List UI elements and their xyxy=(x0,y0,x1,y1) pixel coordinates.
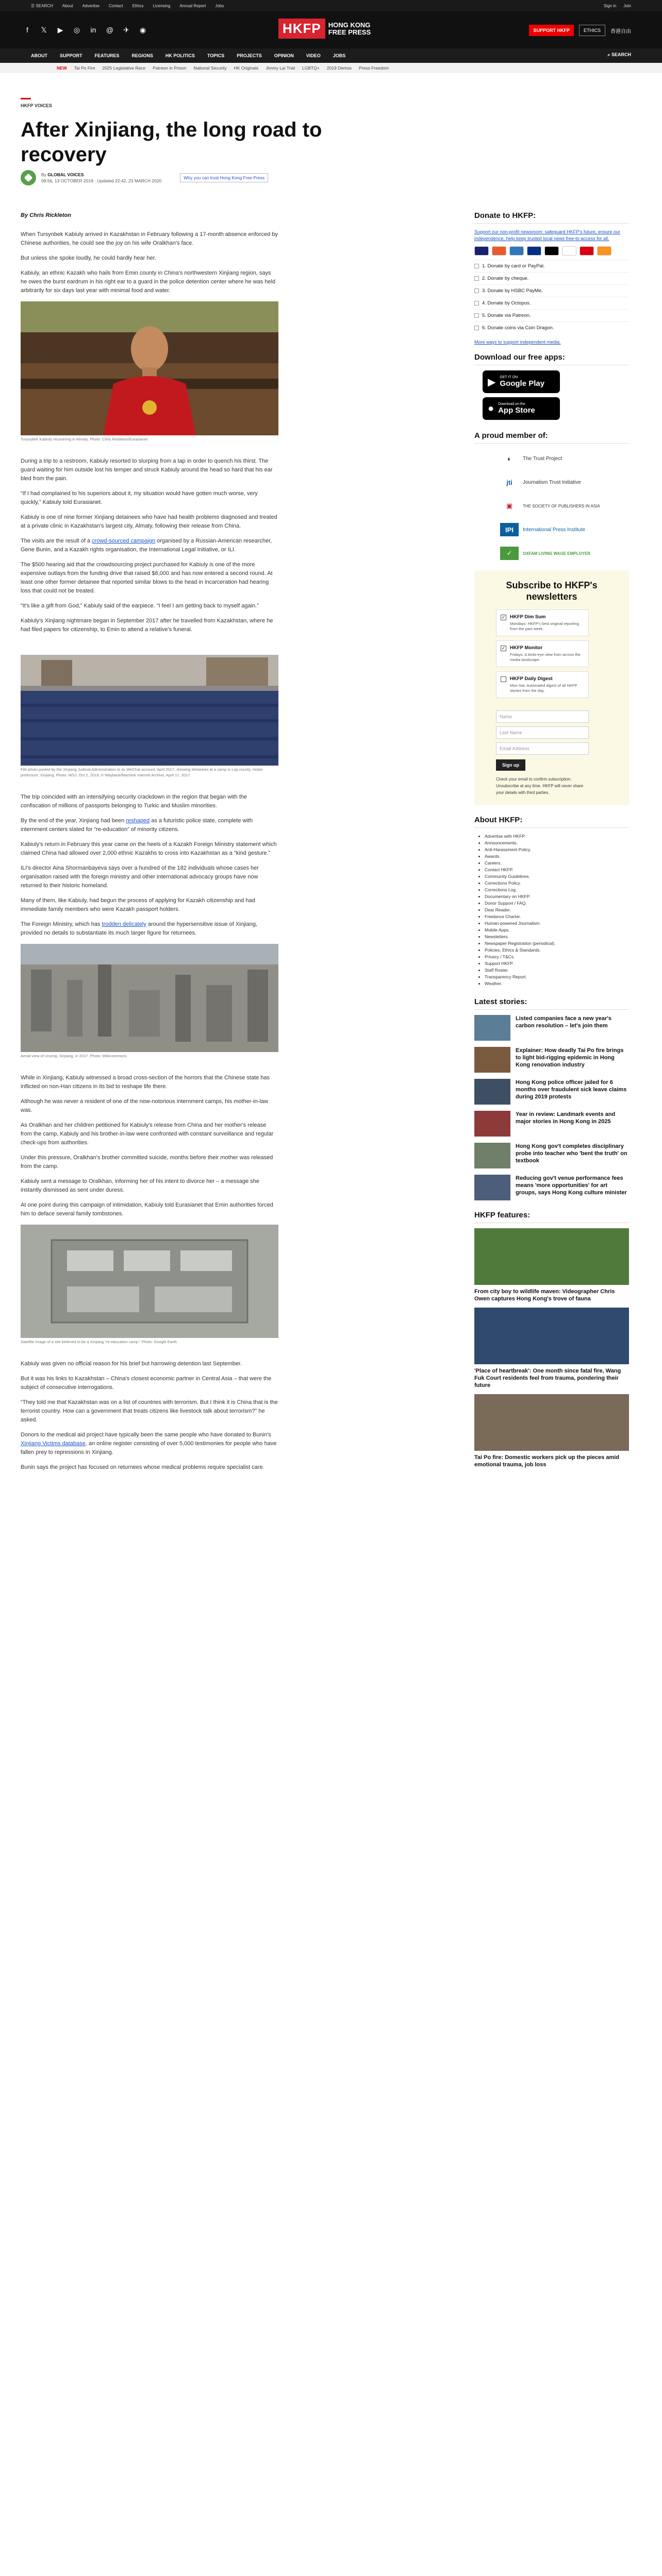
last-name-field[interactable]: Last Name xyxy=(496,726,589,739)
trending-link[interactable]: Jimmy Lai Trial xyxy=(266,65,295,71)
member-jti[interactable]: jti Journalism Trust Initiative xyxy=(500,473,629,491)
publish-date: 09:56, 13 OCTOBER 2019 · Updated 22:42, 23 MARCH 2020 xyxy=(41,178,162,183)
paragraph: Kabiuly's Xinjiang nightmare began in September 2017 after he travelled from Kazakhstan, where he had filed papers for citizenship, to Emin to attend a relative's funeral. xyxy=(21,618,273,633)
mastercard-icon xyxy=(492,246,506,256)
satellite-image xyxy=(21,1225,278,1338)
trodden-delicately-link[interactable]: trodden delicately xyxy=(102,921,146,927)
about-link[interactable]: • Mobile Apps. xyxy=(485,927,629,934)
member-sopa[interactable]: ▣ THE SOCIETY OF PUBLISHERS IN ASIA xyxy=(500,497,629,515)
logo-text: HONG KONG FREE PRESS xyxy=(328,21,371,36)
topbar-link-ethics[interactable]: Ethics xyxy=(132,3,144,8)
trending-link[interactable]: Patreon in Prison xyxy=(153,65,187,71)
support-hkfp-button[interactable]: SUPPORT HKFP xyxy=(529,25,574,36)
feature-image xyxy=(474,1394,629,1451)
feature-story[interactable]: Tai Po fire: Domestic workers pick up the pieces amid emotional trauma, job loss xyxy=(474,1394,629,1468)
latest-story[interactable]: Year in review: Landmark events and major stories in Hong Kong in 2025 xyxy=(474,1111,629,1137)
article-body xyxy=(21,211,278,1478)
photo-camp-detainees xyxy=(21,655,278,766)
donate-option[interactable]: 6. Donate coins via Coin Dragon. xyxy=(474,321,629,334)
paragraph: “If I had complained to his superiors about it, my situation would have gotten much worse, very quickly,” Kabiuly told Eurasianet. xyxy=(21,490,258,505)
nav-opinion[interactable]: OPINION xyxy=(274,53,294,58)
donate-title: Donate to HKFP: xyxy=(474,211,629,224)
about-link[interactable]: • Community Guidelines. xyxy=(485,873,629,880)
paragraph: But unless she spoke loudly, he could hardly hear her. xyxy=(21,255,156,261)
donate-option[interactable]: 5. Donate via Patreon. xyxy=(474,309,629,321)
story-thumbnail xyxy=(474,1111,510,1137)
oxfam-icon: ✓ xyxy=(500,547,519,560)
google-play-badge[interactable]: ▶ GET IT ON Google Play xyxy=(483,370,560,393)
story-thumbnail xyxy=(474,1079,510,1105)
paragraph: Bunin says the project has focused on returnees whose medical problems require specialist care. xyxy=(21,1464,264,1470)
topbar-link-about[interactable]: About xyxy=(62,3,73,8)
about-link[interactable]: • Newspaper Registration (periodical). xyxy=(485,940,629,947)
donate-option[interactable]: 2. Donate by cheque. xyxy=(474,272,629,284)
paragraph: Kabiuly was given no official reason for his brief but harrowing detention last September. xyxy=(21,1361,242,1367)
story-thumbnail xyxy=(474,1175,510,1200)
trending-link[interactable]: 2025 Legislative Race xyxy=(102,65,146,71)
about-link[interactable]: • Donor Support / FAQ. xyxy=(485,900,629,907)
apple-pay-icon xyxy=(544,246,559,256)
newsletter-option-dim-sum[interactable]: ✓ HKFP Dim Sum Mondays: HKFP's best original reporting from the past week. xyxy=(496,609,589,636)
apps-section xyxy=(474,353,629,420)
amex-icon xyxy=(509,246,524,256)
facebook-icon[interactable]: f xyxy=(26,26,28,34)
google-pay-icon xyxy=(562,246,576,256)
page-title: After Xinjiang, the long road to recovery xyxy=(21,118,322,166)
main-nav xyxy=(0,48,662,63)
paragraph: As Oralkhan and her children petitioned for Kabiuly's release from China and her mother's release from the camp, Kabiuly and his brother-in-law were confronted with constant surveillance and regular check-ups from authorities. xyxy=(21,1122,274,1146)
trending-link[interactable]: National Security xyxy=(193,65,227,71)
ethics-button[interactable]: ETHICS xyxy=(579,25,605,36)
about-link[interactable]: • Dear Reader. xyxy=(485,907,629,913)
nav-regions[interactable]: REGIONS xyxy=(131,53,153,58)
latest-story[interactable]: Explainer: How deadly Tai Po fire brings to light bid-rigging epidemic in Hong Kong renovation industry xyxy=(474,1047,629,1073)
search-icon: ⌕ xyxy=(607,52,610,57)
paragraph: The trip coincided with an intensifying security crackdown in the region that began with the confiscation of millions of passports belonging to Turkic and Muslim minorities. xyxy=(21,794,247,809)
paragraph: “They told me that Kazakhstan was on a list of countries with terrorism. But I think it is China that is the terrorist country. How can a government that treats citizens like livestock talk about terrorism?” he asked. xyxy=(21,1399,278,1423)
feature-image xyxy=(474,1228,629,1285)
checkbox-icon xyxy=(474,326,479,330)
feature-image xyxy=(474,1308,629,1364)
about-list xyxy=(474,833,629,987)
about-link[interactable]: • Advertise with HKFP. xyxy=(485,833,629,840)
about-link[interactable]: • Human-powered Journalism. xyxy=(485,920,629,927)
topbar-link-licensing[interactable]: Licensing xyxy=(153,3,171,8)
story-thumbnail xyxy=(474,1047,510,1073)
donate-option[interactable]: 1. Donate by card or PayPal. xyxy=(474,260,629,272)
about-section xyxy=(474,816,629,987)
paragraph: When Tursynbek Kabiuly arrived in Kazakhstan in February following a 17-month absence enforced by Chinese authorities, he could see the joy on his wife Oralkhan's face. xyxy=(21,231,278,246)
about-link[interactable]: • Announcements. xyxy=(485,840,629,846)
paragraph: Although he was never a resident of one of the now-notorious internment camps, his mother-in-law was. xyxy=(21,1098,268,1113)
sopa-icon: ▣ xyxy=(506,502,513,510)
story-thumbnail xyxy=(474,1015,510,1041)
payment-logos xyxy=(474,246,629,256)
topbar-link-annual-report[interactable]: Annual Report xyxy=(179,3,206,8)
visa-icon xyxy=(474,246,489,256)
threads-icon[interactable]: @ xyxy=(106,26,114,34)
donate-section xyxy=(474,211,629,346)
latest-story[interactable]: Hong Kong police officer jailed for 6 months over fraudulent sick leave claims during 2019 protests xyxy=(474,1079,629,1105)
apple-icon: ● xyxy=(488,402,494,414)
about-link[interactable]: • Support HKFP. xyxy=(485,960,629,967)
author-avatar[interactable] xyxy=(21,170,36,185)
checkbox-icon xyxy=(474,264,479,268)
nav-support[interactable]: SUPPORT xyxy=(60,53,82,58)
newsletter-option-daily-digest[interactable]: HKFP Daily Digest Mon-Sat: Automated digest of all HKFP stories from the day. xyxy=(496,671,589,698)
x-twitter-icon[interactable]: 𝕏 xyxy=(41,26,47,34)
new-badge: NEW xyxy=(57,65,67,71)
about-link[interactable]: • Contact HKFP. xyxy=(485,867,629,873)
paragraph: Kabiuly is one of nine former Xinjiang detainees who have had health problems diagnosed and treated at a private clinic in Kazakhstan's largest city, Almaty, following their release from China. xyxy=(21,514,277,529)
nav-about[interactable]: ABOUT xyxy=(31,53,47,58)
member-trust-project[interactable]: ◐ The Trust Project xyxy=(500,450,629,467)
trust-link[interactable]: Why you can trust Hong Kong Free Press xyxy=(180,173,268,182)
kicker-rule xyxy=(21,98,31,99)
about-link[interactable]: • Privacy / T&Cs. xyxy=(485,954,629,960)
topbar-link-advertise[interactable]: Advertise xyxy=(82,3,100,8)
author-byline: By Chris Rickleton xyxy=(21,212,71,218)
about-title: About HKFP: xyxy=(474,816,629,828)
about-link[interactable]: • Freelance Charter. xyxy=(485,913,629,920)
article-byline: By GLOBAL VOICES 09:56, 13 OCTOBER 2019 · Updated 22:42, 23 MARCH 2020 Why you can trust Hong Kong Free Press xyxy=(21,170,268,185)
about-link[interactable]: • Careers. xyxy=(485,860,629,867)
paragraph: Under this pressure, Oralkhan's brother committed suicide, months before their mother was released from the camp. xyxy=(21,1155,273,1170)
paragraph: During a trip to a restroom, Kabiuly resorted to slurping from a tap in order to quench his thirst. The guard waiting for him outside lost his temper and struck Kabiuly around the head so hard that his ear bled from the pain. xyxy=(21,458,273,482)
paragraph: Kabiuly sent a message to Oralkhan, informing her of his intent to divorce her – a message she instantly dismissed as sent under duress. xyxy=(21,1178,259,1193)
victims-database-link[interactable]: Xinjiang Victims database xyxy=(21,1440,86,1447)
paragraph: Donors to the medical aid project have typically been the same people who have donated to Bunin's Xinjiang Victims database, an online register consisting of over 5,000 testimonies for people who have fallen prey to repressions in Xinjiang. xyxy=(21,1432,277,1455)
member-ipi[interactable]: IPI International Press Institute xyxy=(500,521,629,538)
donate-intro-link[interactable]: Support our non-profit newsroom: safeguard HKFP's future, ensure our independence, help keep trusted local news free-to-access for all. xyxy=(474,229,620,241)
more-ways-link[interactable]: More ways to support independent media. xyxy=(474,340,561,345)
author-org[interactable]: GLOBAL VOICES xyxy=(47,172,84,177)
image-caption: File photo posted by the Xinjiang Judicial Administration to its WeChat account, April 2017, showing detainees at a camp in Lop county, Hotan prefecture, Xinjiang. Photo: WSJ, Oct 2, 2019; © Wayback/Machine Internet Archive, April 17, 2017. xyxy=(21,767,263,777)
chinese-site-link[interactable]: 香港自由 xyxy=(610,28,631,35)
crowdsourced-campaign-link[interactable]: crowd-sourced campaign xyxy=(92,538,156,544)
app-store-badge[interactable]: ● Download on the App Store xyxy=(483,397,560,420)
checkbox-checked-icon[interactable]: ✓ xyxy=(501,615,506,620)
urumqi-image xyxy=(21,944,278,1052)
sidebar xyxy=(474,211,629,1476)
checkbox-icon xyxy=(474,276,479,281)
latest-story[interactable]: Hong Kong gov't completes disciplinary probe into teacher who 'bent the truth' on textbook xyxy=(474,1143,629,1168)
youtube-icon[interactable]: ▶ xyxy=(57,26,63,34)
about-link[interactable]: • Staff Roster. xyxy=(485,967,629,974)
nav-features[interactable]: FEATURES xyxy=(94,53,120,58)
photo-kabiuly xyxy=(21,301,278,435)
trending-link[interactable]: Press Freedom xyxy=(358,65,389,71)
social-icons xyxy=(23,26,147,35)
telegram-icon[interactable]: ✈ xyxy=(123,26,129,34)
reshaped-link[interactable]: reshaped xyxy=(126,818,150,824)
join-link[interactable]: Join xyxy=(623,3,631,8)
newsletter-box xyxy=(474,570,629,805)
nav-hk-politics[interactable]: HK POLITICS xyxy=(165,53,195,58)
checkbox-icon[interactable] xyxy=(501,676,506,682)
linkedin-icon[interactable]: in xyxy=(90,26,96,34)
checkbox-icon xyxy=(474,289,479,293)
google-play-icon: ▶ xyxy=(488,376,496,388)
payme-icon xyxy=(580,246,594,256)
instagram-icon[interactable]: ◎ xyxy=(73,26,80,34)
image-caption: Satellite image of a site believed to be a Xinjiang “re-education camp.” Photo: Google Earth. xyxy=(21,1340,178,1344)
paragraph: Kabiuly, an ethnic Kazakh who hails from Emin county in China's northwestern Xinjiang region, says he owes the burst eardrum in his right ear to a guard in the police detention center where he was held arbitrarily for six days last year with minimal food and water. xyxy=(21,270,276,294)
about-link[interactable]: • Corrections Log. xyxy=(485,887,629,893)
site-header xyxy=(0,11,662,48)
name-field[interactable]: Name xyxy=(496,710,589,723)
about-link[interactable]: • Anti-Harassment Policy. xyxy=(485,846,629,853)
photo-urumqi-aerial xyxy=(21,944,278,1052)
newsletter-title: Subscribe to HKFP's newsletters xyxy=(506,580,598,602)
about-link[interactable]: • Newsletters. xyxy=(485,934,629,940)
nav-projects[interactable]: PROJECTS xyxy=(237,53,262,58)
newsletter-note: Check your email to confirm subscription. Unsubscribe at any time. HKFP will never share your details with third parties. xyxy=(496,777,584,795)
patreon-icon xyxy=(597,246,611,256)
feature-story[interactable]: From city boy to wildlife maven: Videographer Chris Owen captures Hong Kong's trove of fauna xyxy=(474,1228,629,1302)
search-link[interactable]: ☰ SEARCH xyxy=(31,3,53,8)
paragraph: Many of them, like Kabiuly, had begun the process of applying for Kazakh citizenship and had immediate family members who were Kazakh passport holders. xyxy=(21,897,255,912)
paragraph: By the end of the year, Xinjiang had been reshaped as a futuristic police state, complete with internment centers slated for “re-education” of minority citizens. xyxy=(21,818,253,833)
membership-section xyxy=(474,431,629,562)
paragraph: At one point during this campaign of intimidation, Kabiuly told Eurasianet that Emin authorities forced him to deface several family tombstones. xyxy=(21,1202,273,1217)
article-kicker[interactable]: HKFP VOICES xyxy=(21,103,52,108)
feature-story[interactable]: 'Place of heartbreak': One month since fatal fire, Wang Fuk Court residents feel from trauma, pondering their future xyxy=(474,1308,629,1389)
latest-section xyxy=(474,997,629,1200)
paragraph: While in Xinjiang, Kabiuly witnessed a broad cross-section of the horrors that the Chinese state has inflicted on non-Han citizens in its bid to reshape life there. xyxy=(21,1075,270,1090)
paragraph: But it was his links to Kazakhstan – China's closest economic partner in Central Asia – that were the subject of consecutive interrogations. xyxy=(21,1376,272,1391)
story-thumbnail xyxy=(474,1143,510,1168)
photo-satellite-camp xyxy=(21,1225,278,1338)
latest-title: Latest stories: xyxy=(474,997,629,1010)
topbar-link-contact[interactable]: Contact xyxy=(109,3,123,8)
checkbox-icon xyxy=(474,301,479,306)
about-link[interactable]: • Policies, Ethics & Standards. xyxy=(485,947,629,954)
rss-icon[interactable]: ◉ xyxy=(139,26,146,34)
features-section xyxy=(474,1211,629,1468)
trending-link[interactable]: Tai Po Fire xyxy=(74,65,95,71)
paragraph: ILI's director Aina Shormanbayeva says over a hundred of the 182 individuals whose cases her organisation raised with the foreign ministry and other international advocacy groups have now returned to their historic homeland. xyxy=(21,865,259,889)
member-oxfam[interactable]: ✓ OXFAM LIVING WAGE EMPLOYER xyxy=(500,545,629,562)
ipi-icon: IPI xyxy=(500,523,519,536)
image-caption: Aerial view of Urumqi, Xinjiang, in 2017. Photo: Wikicommons. xyxy=(21,1054,128,1058)
newsletter-option-monitor[interactable]: ✓ HKFP Monitor Fridays: A birds-eye view from across the media landscape. xyxy=(496,640,589,667)
portrait-image xyxy=(21,301,278,435)
latest-story[interactable]: Listed companies face a new year's carbon resolution – let's join them xyxy=(474,1015,629,1041)
sign-in-link[interactable]: Sign in xyxy=(603,3,617,8)
paypal-icon xyxy=(527,246,541,256)
trust-project-icon: ◐ xyxy=(507,454,511,463)
trending-bar xyxy=(0,63,662,73)
features-title: HKFP features: xyxy=(474,1211,629,1223)
about-link[interactable]: • Awards. xyxy=(485,853,629,860)
site-logo[interactable] xyxy=(278,19,378,39)
paragraph: “It's like a gift from God,” Kabiuly said of the earpiece. “I feel I am getting back to myself again.” xyxy=(21,603,259,609)
nav-topics[interactable]: TOPICS xyxy=(207,53,225,58)
about-link[interactable]: • Weather. xyxy=(485,980,629,987)
detainees-image xyxy=(21,655,278,766)
donate-option[interactable]: 4. Donate by Octopus. xyxy=(474,297,629,309)
top-utility-bar xyxy=(0,0,662,11)
trending-link[interactable]: 2019 Demos xyxy=(326,65,352,71)
paragraph: Kabiuly's return in February this year came on the heels of a Kazakh Foreign Ministry statement which claimed China had allowed over 2,000 ethnic Kazakhs to cross into Kazakhstan as a “kind gesture.” xyxy=(21,841,277,856)
signup-button[interactable]: Sign up xyxy=(496,759,525,771)
about-link[interactable]: • Documentary on HKFP. xyxy=(485,893,629,900)
paragraph: The $500 hearing aid that the crowdsourcing project purchased for Kabiuly is one of the more expensive outlays from the funding drive that raised $6,000 and has now entered a second round. At least one other former detainee that reported similar blows to the head in incarceration had hearing loss that could not be treated. xyxy=(21,562,273,594)
nav-search[interactable]: ⌕ SEARCH xyxy=(607,52,631,57)
member-title: A proud member of: xyxy=(474,431,629,444)
apps-title: Download our free apps: xyxy=(474,353,629,365)
latest-story[interactable]: Reducing gov't venue performance fees means 'more opportunities' for art groups, says Hong Kong culture minister xyxy=(474,1175,629,1200)
trending-link[interactable]: LGBTQ+ xyxy=(302,65,320,71)
topbar-link-jobs[interactable]: Jobs xyxy=(215,3,224,8)
donate-option[interactable]: 3. Donate by HSBC PayMe. xyxy=(474,284,629,297)
paragraph: The visits are the result of a crowd-sourced campaign organised by a Russian-American researcher, Gene Bunin, and a Kazakh rights organisation, the International Legal Initiative, or ILI. xyxy=(21,538,272,553)
email-field[interactable]: Email Address xyxy=(496,742,589,755)
nav-jobs[interactable]: JOBS xyxy=(333,53,346,58)
about-link[interactable]: • Corrections Policy. xyxy=(485,880,629,887)
logo-mark: HKFP xyxy=(278,19,325,39)
nav-video[interactable]: VIDEO xyxy=(306,53,321,58)
about-link[interactable]: • Transparency Report. xyxy=(485,974,629,980)
paragraph: The Foreign Ministry, which has trodden delicately around the hypersensitive issue of Xinjiang, provided no details to substantiate its much larger figure for returnees. xyxy=(21,921,258,936)
checkbox-checked-icon[interactable]: ✓ xyxy=(501,646,506,651)
trending-link[interactable]: HK Originals xyxy=(234,65,259,71)
checkbox-icon xyxy=(474,313,479,318)
image-caption: Turysybek Kabiuly recovering in Almaty. Photo: Chris Rickleton/Eurasianet. xyxy=(21,437,149,442)
jti-icon: jti xyxy=(506,478,512,486)
